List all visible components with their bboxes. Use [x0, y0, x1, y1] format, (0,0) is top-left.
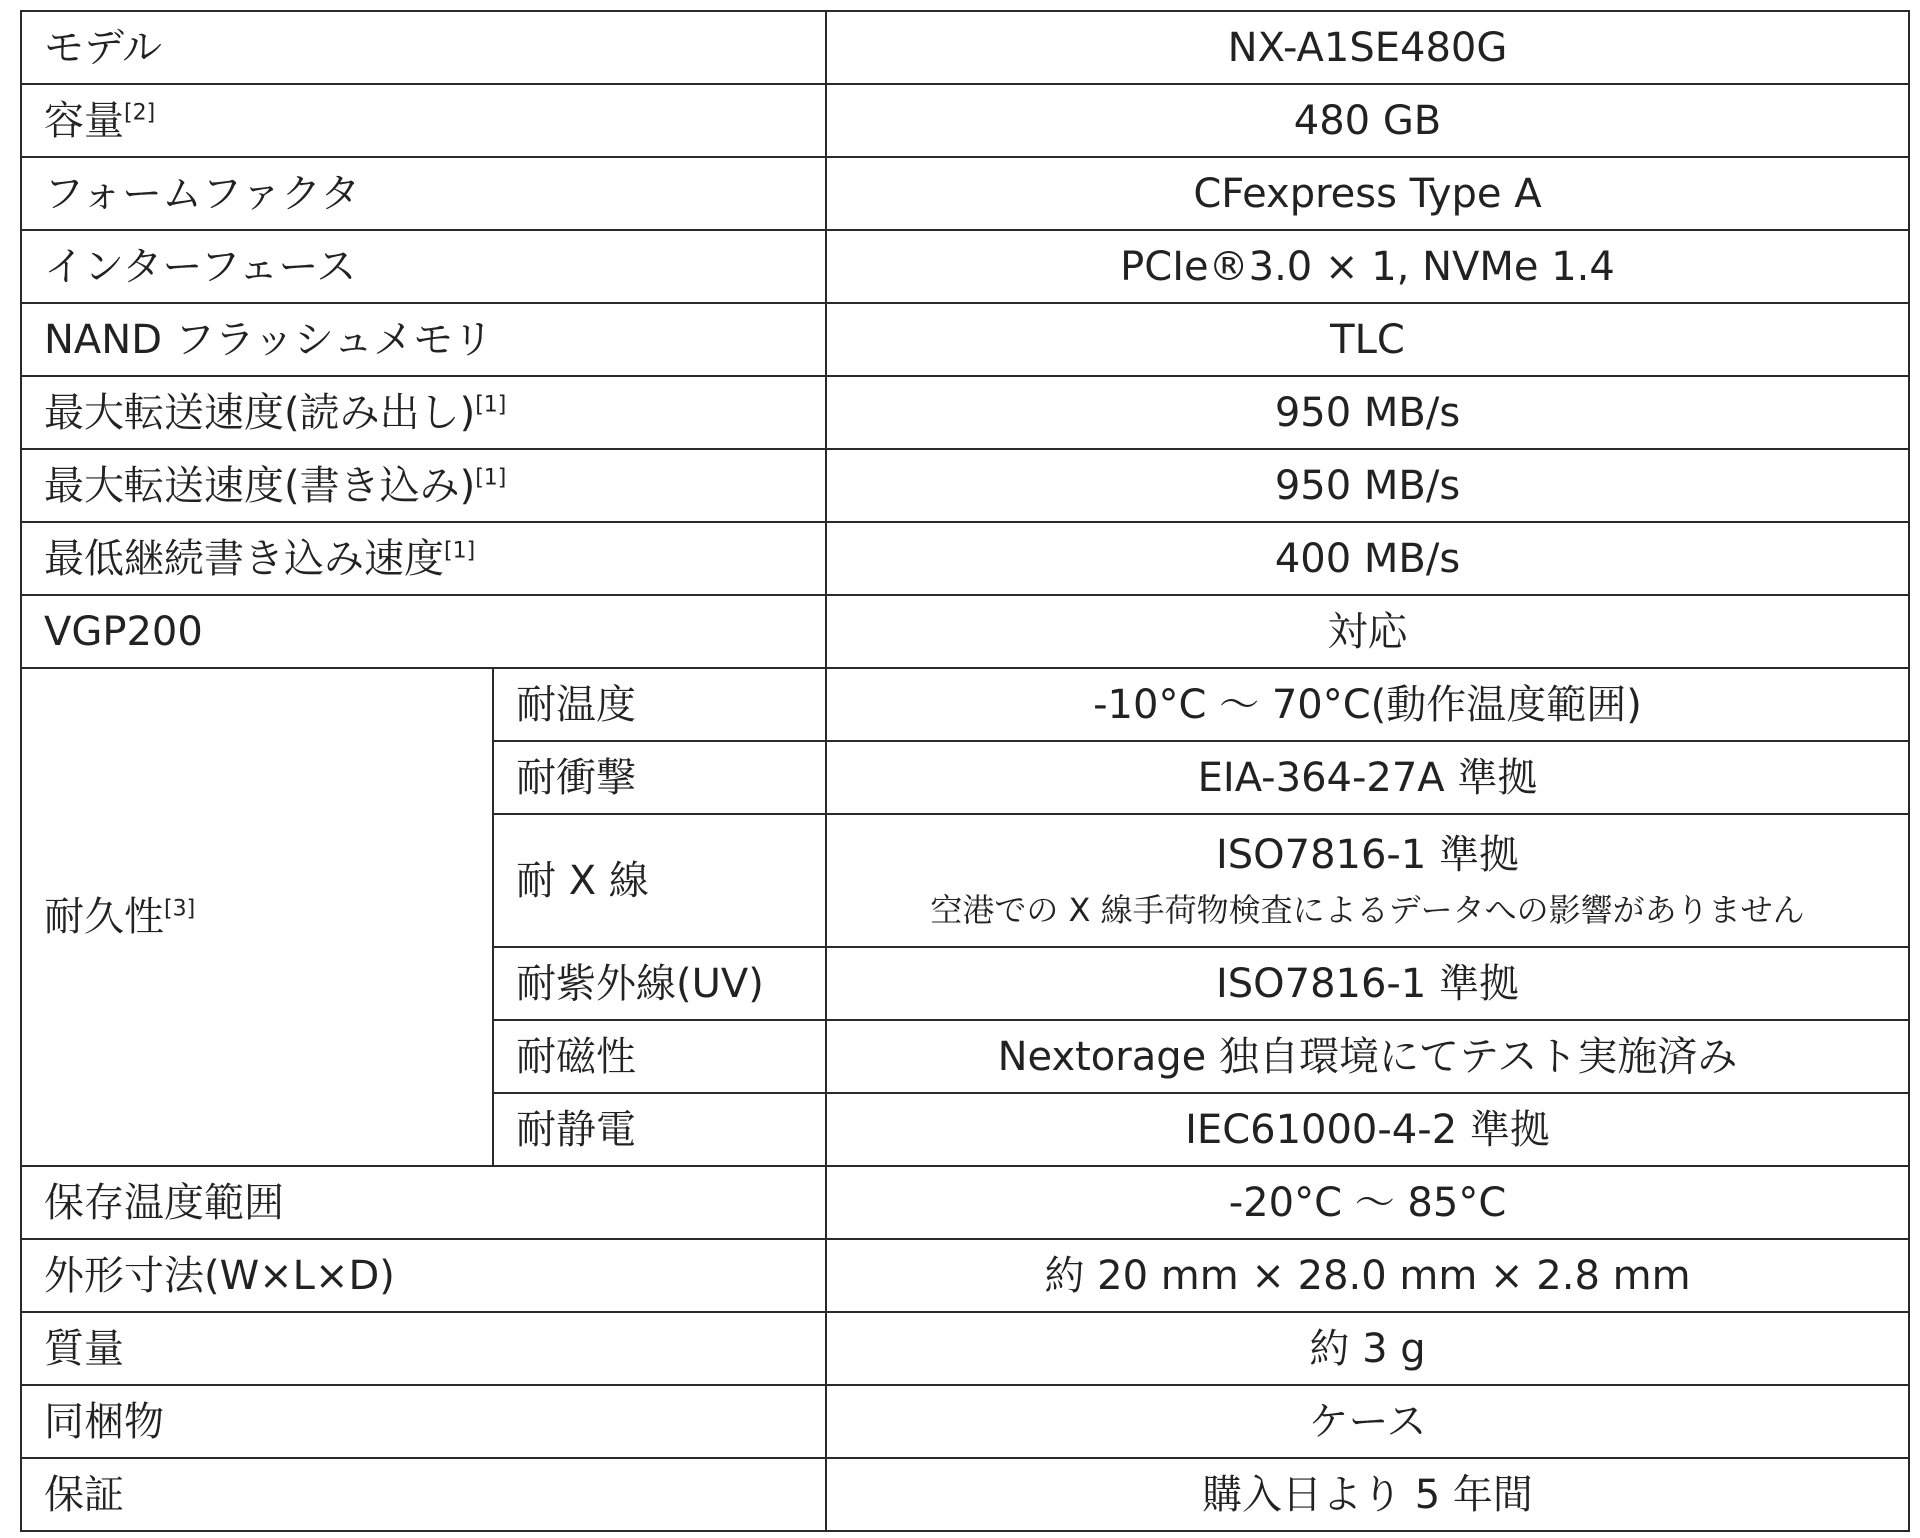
row-label: 最大転送速度(書き込み)[1]: [21, 449, 826, 522]
row-value: 400 MB/s: [826, 522, 1909, 595]
row-value: 購入日より 5 年間: [826, 1458, 1909, 1531]
table-row: [21, 1239, 1909, 1312]
row-label: 容量[2]: [21, 84, 826, 157]
table-row: [21, 303, 1909, 376]
table-row: [21, 230, 1909, 303]
row-value: 約 20 mm × 28.0 mm × 2.8 mm: [826, 1239, 1909, 1312]
table-row: [21, 11, 1909, 84]
row-label: VGP200: [21, 595, 826, 668]
row-label: 保証: [21, 1458, 826, 1531]
row-value: TLC: [826, 303, 1909, 376]
durability-item-note: 空港での X 線手荷物検査によるデータへの影響がありません: [930, 891, 1805, 930]
row-value: 950 MB/s: [826, 449, 1909, 522]
row-value: 480 GB: [826, 84, 1909, 157]
durability-label: 耐久性[3]: [21, 668, 493, 1166]
row-label: モデル: [21, 11, 826, 84]
durability-item-label: 耐温度: [493, 668, 826, 741]
row-label: NAND フラッシュメモリ: [21, 303, 826, 376]
table-row: [21, 1166, 1909, 1239]
durability-item-label: 耐 X 線: [493, 814, 826, 947]
row-value: 約 3 g: [826, 1312, 1909, 1385]
durability-item-value: IEC61000-4-2 準拠: [826, 1093, 1909, 1166]
table-row: [21, 84, 1909, 157]
row-label: フォームファクタ: [21, 157, 826, 230]
row-label: 最低継続書き込み速度[1]: [21, 522, 826, 595]
durability-item-label: 耐磁性: [493, 1020, 826, 1093]
durability-item-value: [826, 814, 1909, 947]
table-row: [21, 449, 1909, 522]
row-label: 外形寸法(W×L×D): [21, 1239, 826, 1312]
row-value: ケース: [826, 1385, 1909, 1458]
row-label: 同梱物: [21, 1385, 826, 1458]
row-label: 最大転送速度(読み出し)[1]: [21, 376, 826, 449]
row-value: PCIe®3.0 × 1, NVMe 1.4: [826, 230, 1909, 303]
row-label: 質量: [21, 1312, 826, 1385]
table-row: [21, 595, 1909, 668]
row-value: 対応: [826, 595, 1909, 668]
table-row: [21, 1385, 1909, 1458]
row-value: -20°C ～ 85°C: [826, 1166, 1909, 1239]
row-value: 950 MB/s: [826, 376, 1909, 449]
table-row: [21, 1312, 1909, 1385]
spec-table: [20, 10, 1910, 1532]
table-row: [21, 376, 1909, 449]
row-value: NX-A1SE480G: [826, 11, 1909, 84]
row-value: CFexpress Type A: [826, 157, 1909, 230]
durability-item-value: Nextorage 独自環境にてテスト実施済み: [826, 1020, 1909, 1093]
row-label: インターフェース: [21, 230, 826, 303]
durability-item-value: -10°C ～ 70°C(動作温度範囲): [826, 668, 1909, 741]
table-row: [21, 1458, 1909, 1531]
durability-item-label: 耐紫外線(UV): [493, 947, 826, 1020]
durability-item-label: 耐静電: [493, 1093, 826, 1166]
durability-item-value: ISO7816-1 準拠: [826, 947, 1909, 1020]
table-row: [21, 522, 1909, 595]
durability-item-value: EIA-364-27A 準拠: [826, 741, 1909, 814]
table-row: [21, 668, 1909, 741]
table-row: [21, 157, 1909, 230]
row-label: 保存温度範囲: [21, 1166, 826, 1239]
durability-item-label: 耐衝撃: [493, 741, 826, 814]
durability-item-main: ISO7816-1 準拠: [1215, 832, 1520, 879]
